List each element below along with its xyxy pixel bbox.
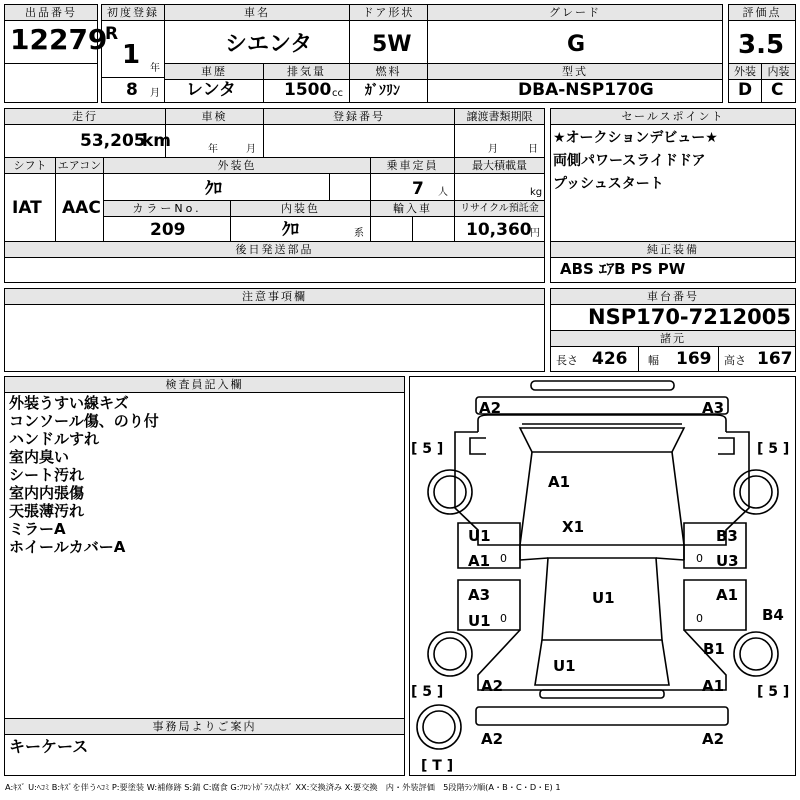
damage-mark: A3: [702, 399, 725, 417]
divider: [329, 173, 330, 201]
damage-mark: B3: [716, 527, 738, 545]
reg-month: 8: [126, 80, 138, 100]
divider: [638, 346, 639, 372]
damage-mark: A2: [481, 730, 504, 748]
transfer-label: 譲渡書類期限: [455, 109, 544, 125]
damage-mark: A1: [702, 677, 725, 695]
int-color: ｸﾛ: [282, 220, 299, 240]
divider: [718, 346, 719, 372]
exterior-label: 外装: [729, 64, 761, 80]
door-mark: 0: [500, 552, 507, 565]
recycle: 10,360: [466, 220, 532, 240]
diagram-box: [409, 376, 796, 776]
sales-point: ★オークションデビュー★: [553, 130, 718, 146]
mileage: 53,205: [80, 131, 146, 151]
ext-color-label: 外装色: [104, 158, 370, 174]
damage-mark: A2: [702, 730, 725, 748]
interior-label: 内装: [762, 64, 795, 80]
score: 3.5: [738, 30, 785, 60]
genuine-equipment: ABS ｴｱB PS PW: [560, 260, 686, 278]
office-label: 事務局よりご案内: [5, 719, 404, 735]
capacity-unit: 人: [438, 187, 448, 198]
blank-box: [4, 63, 98, 103]
damage-mark: A1: [716, 586, 739, 604]
lot-no: 12279: [10, 23, 108, 56]
grade: G: [567, 32, 586, 57]
sales-point: プッシュスタート: [553, 176, 664, 192]
damage-mark: U1: [592, 589, 615, 607]
color-no: 209: [150, 220, 186, 240]
height: 167: [757, 349, 793, 369]
chassis-label: 車台番号: [551, 289, 795, 305]
recycle-unit: 円: [530, 228, 540, 239]
divider: [101, 77, 165, 78]
divider: [412, 216, 413, 242]
length: 426: [592, 349, 628, 369]
fuel: ｶﾞｿﾘﾝ: [365, 83, 400, 99]
door-mark: 0: [500, 612, 507, 625]
damage-mark: X1: [562, 518, 585, 536]
capacity-label: 乗車定員: [371, 158, 454, 174]
width: 169: [676, 349, 712, 369]
first-reg-label: 初度登録: [102, 5, 164, 21]
inspector-line: コンソール傷、のり付: [9, 412, 159, 430]
transfer-month-unit: 月: [488, 144, 498, 155]
tire-depth: [ T ]: [421, 758, 454, 774]
car-name-label: 車名: [165, 5, 349, 21]
office-note: キーケース: [9, 737, 89, 756]
displacement-unit: cc: [332, 88, 343, 99]
reg-year: 1: [122, 40, 141, 70]
damage-mark: A2: [481, 677, 504, 695]
score-label: 評価点: [729, 5, 795, 21]
int-color-unit: 系: [354, 228, 364, 239]
chassis-number: NSP170-7212005: [588, 305, 791, 329]
sales-points-box: [550, 108, 796, 242]
history-label: 車歴: [165, 64, 263, 80]
legend: A:ｷｽﾞ U:ﾍｺﾐ B:ｷｽﾞを伴うﾍｺﾐ P:要塗装 W:補修跡 S:錆 C:腐食 G:ﾌﾛﾝﾄｶﾞﾗｽ点ｷｽﾞ XX:交換済み X:要交換 内・外装評価 5段階ﾗﾝｸ順(A・B・C・D・E) 1: [5, 782, 561, 792]
damage-mark: U1: [468, 527, 491, 545]
damage-mark: A1: [548, 473, 571, 491]
damage-mark: A3: [468, 586, 491, 604]
sales-point: 両側パワースライドドア: [553, 153, 706, 169]
damage-mark: U1: [553, 657, 576, 675]
tire-depth: [ 5 ]: [411, 684, 444, 700]
inspector-list: [9, 394, 159, 556]
car-name: シエンタ: [225, 32, 313, 57]
door-mark: 0: [696, 552, 703, 565]
damage-mark: U3: [716, 552, 739, 570]
aircon: AAC: [62, 198, 101, 218]
tire-depth: [ 5 ]: [757, 684, 790, 700]
tire-depth: [ 5 ]: [757, 441, 790, 457]
inspector-line: 室内臭い: [9, 448, 70, 466]
fuel-label: 燃料: [350, 64, 427, 80]
aircon-label: エアコン: [57, 159, 102, 172]
insp-month-unit: 月: [246, 144, 256, 155]
model: DBA-NSP170G: [518, 80, 654, 100]
length-label: 長さ: [556, 354, 578, 367]
model-label: 型式: [428, 64, 722, 80]
genuine-label: 純正装備: [551, 242, 795, 258]
damage-mark: B4: [762, 606, 784, 624]
recycle-label: リサイクル預託金: [455, 201, 544, 217]
mileage-label: 走行: [5, 109, 165, 125]
notes-label: 注意事項欄: [5, 289, 544, 305]
interior-score: C: [771, 80, 784, 100]
inspector-line: ミラーA: [9, 520, 66, 538]
reg-no-label: 登録番号: [264, 109, 454, 125]
inspector-line: ハンドルすれ: [9, 430, 100, 448]
exterior-score: D: [738, 80, 753, 100]
displacement-label: 排気量: [264, 64, 349, 80]
damage-mark: U1: [468, 612, 491, 630]
history: レンタ: [186, 80, 236, 100]
int-color-label: 内装色: [231, 201, 370, 217]
inspector-line: 室内内張傷: [9, 484, 85, 502]
max-load-label: 最大積載量: [455, 158, 544, 174]
lot-no-label: 出品番号: [5, 5, 97, 21]
inspector-line: ホイールカバーA: [9, 538, 126, 556]
year-unit: 年: [150, 63, 160, 74]
door: 5W: [372, 32, 412, 57]
inspector-label: 検査員記入欄: [5, 377, 404, 393]
tire-depth: [ 5 ]: [411, 441, 444, 457]
color-no-label: カラーNo.: [104, 201, 230, 217]
damage-mark: A2: [479, 399, 502, 417]
inspector-line: 外装うすい線キズ: [9, 394, 129, 412]
import-label: 輸入車: [371, 201, 454, 217]
max-load-unit: kg: [530, 187, 543, 198]
shift-label: シフト: [5, 158, 55, 174]
later-parts-label: 後日発送部品: [5, 242, 544, 258]
era: R: [105, 24, 119, 44]
transfer-day-unit: 日: [528, 144, 538, 155]
height-label: 高さ: [724, 354, 746, 367]
displacement: 1500: [284, 80, 332, 100]
door-mark: 0: [696, 612, 703, 625]
insp-year-unit: 年: [208, 144, 218, 155]
door-label: ドア形状: [350, 5, 427, 21]
sales-points-label: セールスポイント: [551, 109, 795, 125]
shift: IAT: [12, 198, 42, 218]
mileage-unit: km: [142, 131, 172, 151]
spec-label: 諸元: [551, 331, 795, 347]
capacity: 7: [412, 179, 424, 199]
inspection-label: 車検: [166, 109, 263, 125]
grade-label: グレード: [428, 5, 722, 21]
inspector-line: 天張薄汚れ: [9, 502, 85, 520]
width-label: 幅: [648, 354, 659, 367]
damage-mark: A1: [468, 552, 491, 570]
damage-mark: B1: [703, 640, 725, 658]
month-unit: 月: [150, 88, 160, 99]
ext-color: ｸﾛ: [205, 179, 222, 199]
inspector-line: シート汚れ: [9, 466, 85, 484]
